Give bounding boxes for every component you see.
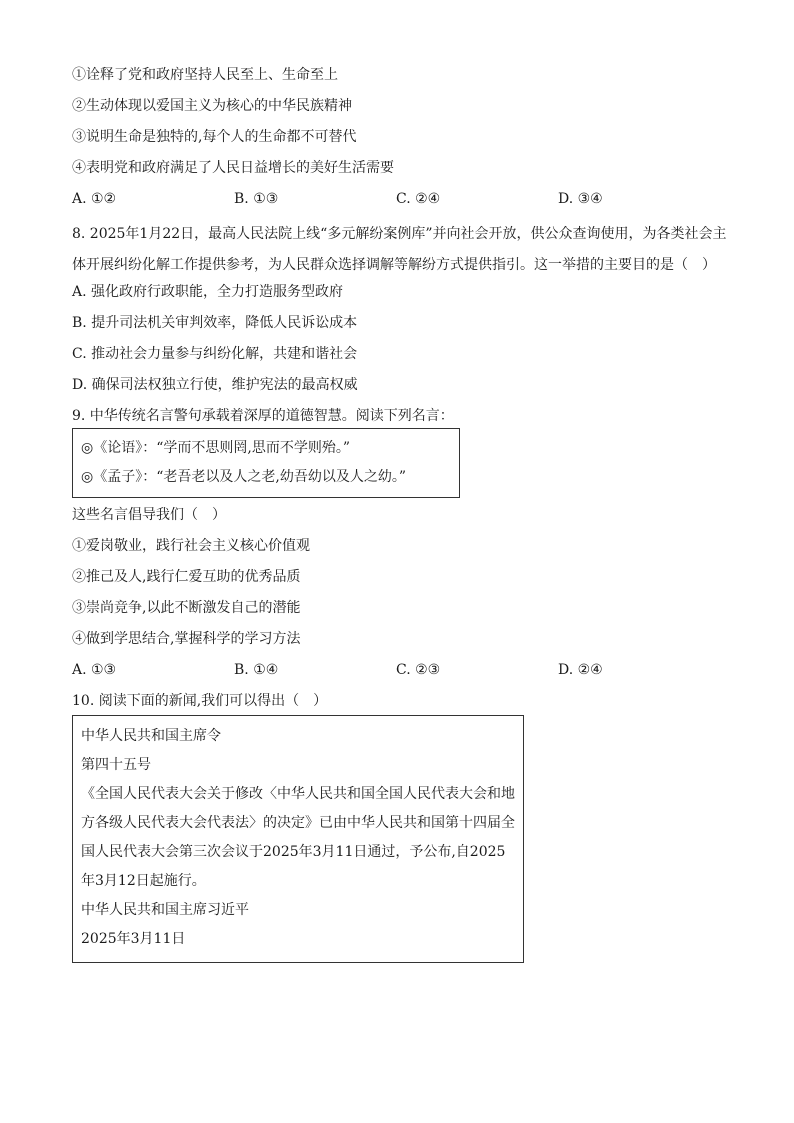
option-c[interactable]: C. ②④ [396, 191, 441, 207]
statement-item: ③崇尚竞争,以此不断激发自己的潜能 [72, 600, 301, 616]
question-9-prompt: 这些名言倡导我们（ ） [72, 507, 226, 523]
decree-signer: 中华人民共和国主席习近平 [81, 902, 249, 918]
decree-number: 第四十五号 [81, 757, 151, 773]
option-d[interactable]: D. ③④ [558, 191, 603, 207]
statement-item: ②生动体现以爱国主义为核心的中华民族精神 [72, 98, 352, 114]
option-b[interactable]: B. 提升司法机关审判效率，降低人民诉讼成本 [72, 315, 358, 331]
option-c[interactable]: C. 推动社会力量参与纠纷化解，共建和谐社会 [72, 346, 358, 362]
question-8-stem: 8. 2025年1月22日，最高人民法院上线“多元解纷案例库”并向社会开放，供公众查询使用，为各类社会主体开展纠纷化解工作提供参考，为人民群众选择调解等解纷方式提供指引。这一举措的主要目的是（ ） [72, 226, 727, 273]
quote-line: ◎《孟子》：“老吾老以及人之老,幼吾幼以及人之幼。” [81, 469, 406, 485]
option-a[interactable]: A. ①③ [72, 662, 117, 678]
quote-line: ◎《论语》：“学而不思则罔,思而不学则殆。” [81, 440, 350, 456]
question-9-stem: 9. 中华传统名言警句承载着深厚的道德智慧。阅读下列名言： [72, 408, 454, 424]
decree-date: 2025年3月11日 [81, 931, 186, 947]
question-10-stem: 10. 阅读下面的新闻,我们可以得出（ ） [72, 693, 328, 709]
question-7-statements [72, 64, 732, 188]
question-8-options [72, 281, 732, 405]
news-box [72, 715, 524, 963]
statement-item: ①爱岗敬业，践行社会主义核心价值观 [72, 538, 310, 554]
option-a[interactable]: A. 强化政府行政职能，全力打造服务型政府 [72, 284, 344, 300]
quote-box [72, 428, 460, 498]
statement-item: ③说明生命是独特的,每个人的生命都不可替代 [72, 129, 357, 145]
statement-item: ④表明党和政府满足了人民日益增长的美好生活需要 [72, 160, 394, 176]
question-9-options [72, 659, 732, 690]
statement-item: ④做到学思结合,掌握科学的学习方法 [72, 631, 301, 647]
statement-item: ①诠释了党和政府坚持人民至上、生命至上 [72, 67, 338, 83]
decree-body: 《全国人民代表大会关于修改〈中华人民共和国全国人民代表大会和地方各级人民代表大会代表法〉的决定》已由中华人民共和国第十四届全国人民代表大会第三次会议于2025年3月11日通过，予公布,自2025年3月12日起施行。 [81, 786, 515, 889]
option-b[interactable]: B. ①④ [234, 662, 279, 678]
decree-title: 中华人民共和国主席令 [81, 728, 221, 744]
question-7-options [72, 188, 732, 219]
option-a[interactable]: A. ①② [72, 191, 117, 207]
option-d[interactable]: D. ②④ [558, 662, 603, 678]
exam-page [72, 64, 732, 963]
question-9-statements [72, 535, 732, 659]
statement-item: ②推己及人,践行仁爱互助的优秀品质 [72, 569, 301, 585]
option-b[interactable]: B. ①③ [234, 191, 279, 207]
option-d[interactable]: D. 确保司法权独立行使，维护宪法的最高权威 [72, 377, 358, 393]
option-c[interactable]: C. ②③ [396, 662, 441, 678]
